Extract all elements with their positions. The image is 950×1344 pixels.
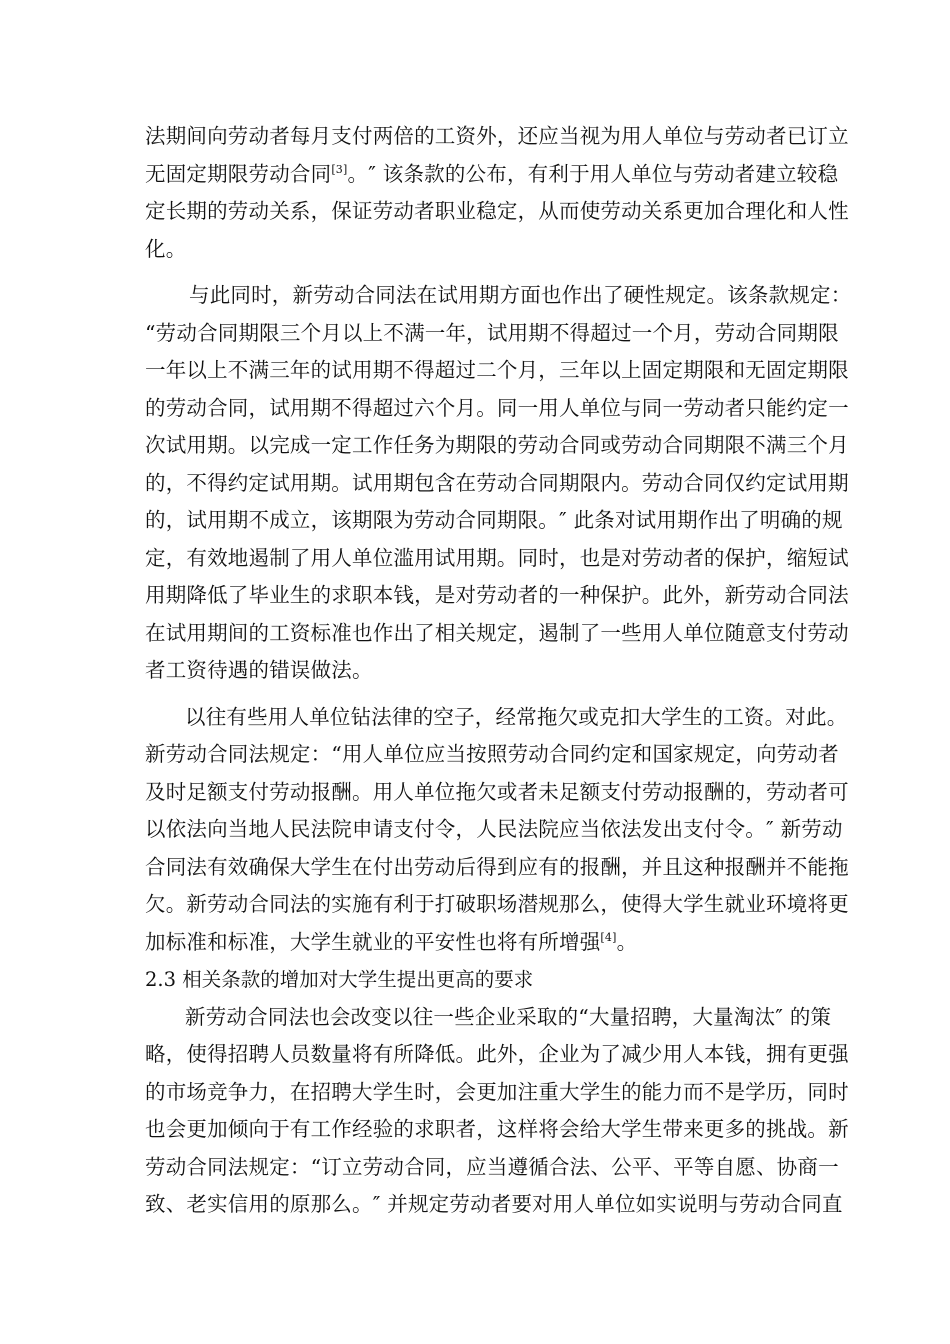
text-line: 也会更加倾向于有工作经验的求职者，这样将会给大学生带来更多的挑战。新 xyxy=(145,1117,849,1141)
section-heading: 2.3 相关条款的增加对大学生提出更高的要求 xyxy=(145,968,534,991)
text-line: 一年以上不满三年的试用期不得超过二个月，三年以上固定期限和无固定期限 xyxy=(145,358,849,382)
text-line: 定，有效地遏制了用人单位滥用试用期。同时，也是对劳动者的保护，缩短试 xyxy=(145,545,849,570)
text-line: 化。 xyxy=(145,236,187,261)
text-line xyxy=(145,924,810,962)
text-line: 劳动合同法规定：“订立劳动合同，应当遵循合法、公平、平等自愿、协商一 xyxy=(145,1154,839,1179)
text-line: 以依法向当地人民法院申请支付令，人民法院应当依法发出支付令。″ 新劳动 xyxy=(145,817,843,841)
text-line: 略，使得招聘人员数量将有所降低。此外，企业为了减少用人本钱，拥有更强 xyxy=(145,1042,849,1066)
text-line: 的劳动合同，试用期不得超过六个月。同一用人单位与同一劳动者只能约定一 xyxy=(145,395,849,420)
text-line: 新劳动合同法也会改变以往一些企业采取的“大量招聘，大量淘汰″ 的策 xyxy=(185,1004,832,1029)
citation-ref: [4] xyxy=(600,930,617,944)
text-fragment: 。″ 该条款的公布，有利于用人单位与劳动者建立较稳 xyxy=(347,161,839,186)
text-line: 的，不得约定试用期。试用期包含在劳动合同期限内。劳动合同仅约定试用期 xyxy=(145,470,849,495)
text-line: 新劳动合同法规定：“用人单位应当按照劳动合同约定和国家规定，向劳动者 xyxy=(145,742,839,766)
paragraph-2 xyxy=(145,277,852,690)
text-line: 合同法有效确保大学生在付出劳动后得到应有的报酬，并且这种报酬并不能拖 xyxy=(145,854,849,879)
page-body xyxy=(145,118,852,1224)
text-line xyxy=(145,156,839,194)
paragraph-3 xyxy=(145,699,849,962)
text-line: 者工资待遇的错误做法。 xyxy=(145,658,373,682)
text-fragment: 。 xyxy=(616,929,638,954)
text-line: 在试用期间的工资标准也作出了相关规定，遏制了一些用人单位随意支付劳动 xyxy=(145,620,849,645)
paragraph-1 xyxy=(145,118,849,268)
text-fragment: 无固定期限劳动合同 xyxy=(145,161,332,186)
text-line: 欠。新劳动合同法的实施有利于打破职场潜规那么，使得大学生就业环境将更 xyxy=(145,892,849,916)
text-line: 的市场竞争力，在招聘大学生时，会更加注重大学生的能力而不是学历，同时 xyxy=(145,1079,849,1104)
text-line: 用期降低了毕业生的求职本钱，是对劳动者的一种保护。此外，新劳动合同法 xyxy=(145,583,849,607)
citation-ref: [3] xyxy=(331,162,348,176)
text-line: 法期间向劳动者每月支付两倍的工资外，还应当视为用人单位与劳动者已订立 xyxy=(145,124,849,148)
text-line: “劳动合同期限三个月以上不满一年，试用期不得超过一个月，劳动合同期限 xyxy=(145,320,839,345)
text-line: 定长期的劳动关系，保证劳动者职业稳定，从而使劳动关系更加合理化和人性 xyxy=(145,199,849,223)
text-fragment: 加标准和标准，大学生就业的平安性也将有所增强 xyxy=(145,929,601,954)
text-line: 与此同时，新劳动合同法在试用期方面也作出了硬性规定。该条款规定： xyxy=(189,283,852,307)
text-line: 次试用期。以完成一定工作任务为期限的劳动合同或劳动合同期限不满三个月 xyxy=(145,433,849,457)
text-line: 的，试用期不成立，该期限为劳动合同期限。″ 此条对试用期作出了明确的规 xyxy=(145,508,843,532)
text-line: 以往有些用人单位钻法律的空子，经常拖欠或克扣大学生的工资。对此。 xyxy=(185,704,848,729)
text-line: 致、老实信用的原那么。″ 并规定劳动者要对用人单位如实说明与劳动合同直 xyxy=(145,1192,843,1216)
text-line: 及时足额支付劳动报酬。用人单位拖欠或者未足额支付劳动报酬的，劳动者可 xyxy=(145,779,849,804)
paragraph-4 xyxy=(145,999,849,1224)
